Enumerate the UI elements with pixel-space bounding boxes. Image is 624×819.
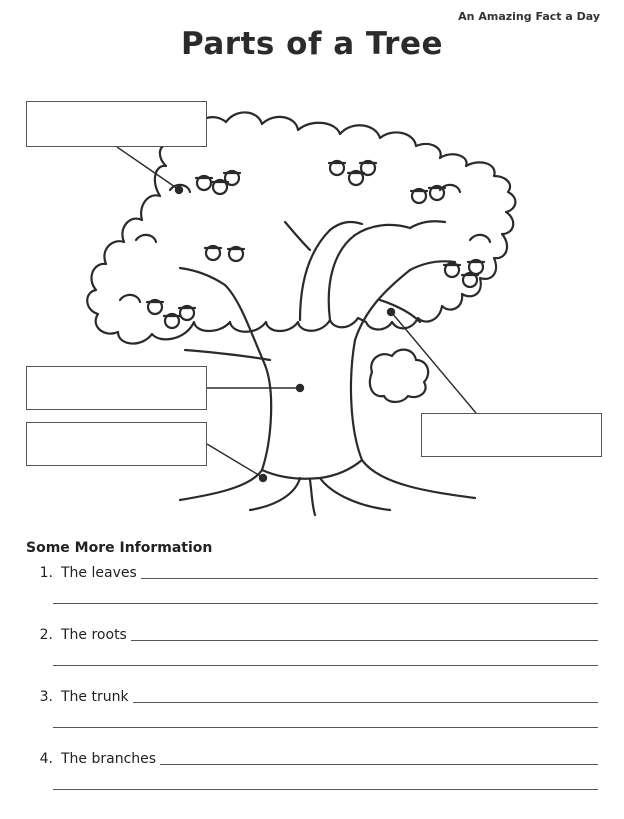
label-box-trunk[interactable] — [26, 366, 207, 410]
leaves-leader-dot — [176, 187, 183, 194]
answer-line[interactable] — [133, 702, 598, 703]
answer-line[interactable] — [53, 665, 598, 666]
acorn-cluster-5 — [444, 260, 484, 287]
list-item-number: 3. — [39, 689, 53, 705]
list-item-number: 1. — [39, 565, 53, 581]
acorn-cluster-4 — [205, 246, 244, 261]
acorn-cluster-3 — [411, 186, 445, 203]
list-item-label: The leaves — [61, 565, 137, 581]
acorn-cluster-2 — [329, 161, 376, 185]
acorn-cluster-6 — [147, 300, 195, 328]
answer-line[interactable] — [53, 727, 598, 728]
label-box-branches[interactable] — [421, 413, 602, 457]
leaves-leader-line — [117, 147, 178, 189]
page-title: Parts of a Tree — [180, 26, 444, 62]
list-item-label: The branches — [61, 751, 157, 767]
answer-line[interactable] — [160, 764, 598, 765]
list-item — [26, 563, 598, 604]
answer-line[interactable] — [131, 640, 598, 641]
answer-line[interactable] — [53, 603, 598, 604]
trunk-leader-dot — [297, 385, 304, 392]
list-item-number: 4. — [39, 751, 53, 767]
list-item-label: The trunk — [61, 689, 129, 705]
section-heading: Some More Information — [26, 540, 213, 556]
acorn-cluster-1 — [196, 171, 240, 194]
roots-leader-line — [207, 444, 262, 477]
list-item-number: 2. — [39, 627, 53, 643]
list-item — [26, 625, 598, 666]
label-box-roots[interactable] — [26, 422, 207, 466]
site-name: An Amazing Fact a Day — [458, 10, 600, 23]
list-item — [26, 687, 598, 728]
roots-leader-dot — [260, 475, 267, 482]
branches-leader-dot — [388, 309, 395, 316]
answer-line[interactable] — [53, 789, 598, 790]
list-item — [26, 749, 598, 790]
answer-line[interactable] — [141, 578, 598, 579]
list-item-label: The roots — [61, 627, 127, 643]
label-box-leaves[interactable] — [26, 101, 207, 147]
